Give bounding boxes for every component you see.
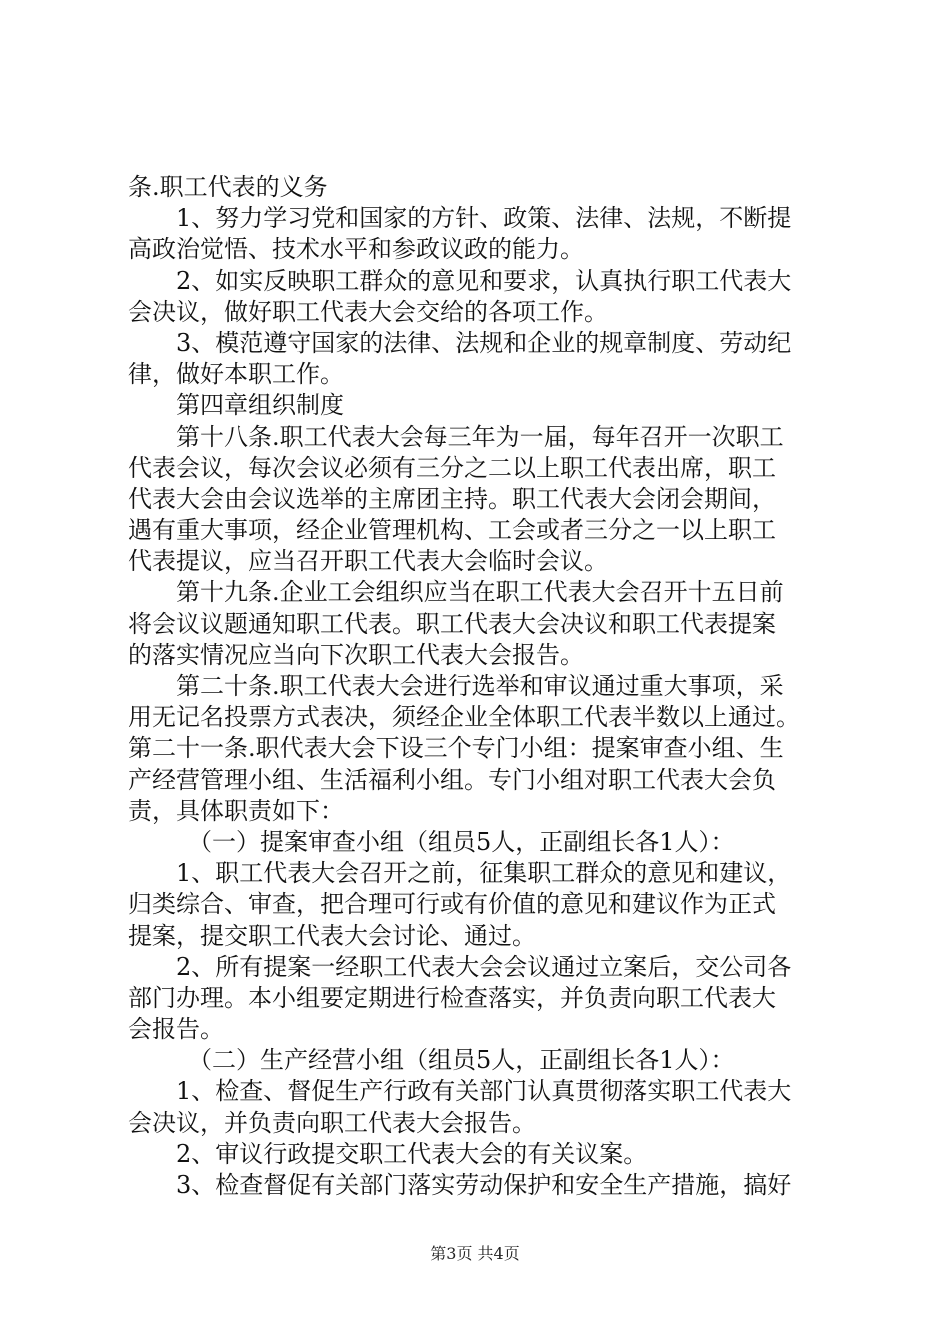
text-line: 会决议，做好职工代表大会交给的各项工作。 (128, 297, 608, 326)
text-line: 产经营管理小组、生活福利小组。专门小组对职工代表大会负 (128, 765, 776, 794)
text-line: 第二十一条.职代表大会下设三个专门小组：提案审查小组、生 (128, 734, 784, 763)
text-line: 提案，提交职工代表大会讨论、通过。 (128, 921, 536, 950)
text-line: 2、所有提案一经职工代表大会会议通过立案后，交公司各 (176, 952, 792, 981)
text-line: 1、努力学习党和国家的方针、政策、法律、法规，不断提 (176, 204, 792, 233)
text-line: 3、模范遵守国家的法律、法规和企业的规章制度、劳动纪 (176, 328, 792, 357)
text-line: 2、审议行政提交职工代表大会的有关议案。 (176, 1139, 648, 1168)
text-line: 第二十条.职工代表大会进行选举和审议通过重大事项，采 (176, 672, 784, 700)
text-line: 归类综合、审查，把合理可行或有价值的意见和建议作为正式 (128, 890, 776, 919)
text-line: 部门办理。本小组要定期进行检查落实，并负责向职工代表大 (128, 983, 776, 1012)
text-line: 3、检查督促有关部门落实劳动保护和安全生产措施，搞好 (176, 1171, 792, 1199)
text-line: 将会议议题通知职工代表。职工代表大会决议和职工代表提案 (128, 609, 776, 638)
section-heading: （二）生产经营小组（组员5人，正副组长各1人）： (188, 1046, 735, 1075)
document-body (128, 172, 832, 1201)
text-line: 律，做好本职工作。 (128, 360, 344, 389)
text-line: 代表会议，每次会议必须有三分之二以上职工代表出席，职工 (128, 453, 776, 482)
text-line: 遇有重大事项，经企业管理机构、工会或者三分之一以上职工 (128, 516, 776, 545)
text-line: 条.职工代表的义务 (128, 173, 328, 201)
section-heading: （一）提案审查小组（组员5人，正副组长各1人）： (188, 827, 735, 856)
text-line: 会决议，并负责向职工代表大会报告。 (128, 1108, 536, 1137)
text-line: 2、如实反映职工群众的意见和要求，认真执行职工代表大 (176, 266, 792, 295)
text-line: 1、职工代表大会召开之前，征集职工群众的意见和建议， (176, 859, 792, 888)
text-line: 第十八条.职工代表大会每三年为一届，每年召开一次职工 (176, 422, 784, 451)
chapter-heading: 第四章组织制度 (176, 391, 344, 420)
text-line: 用无记名投票方式表决，须经企业全体职工代表半数以上通过。 (128, 703, 800, 732)
page-number-footer: 第3页 共4页 (430, 1244, 520, 1263)
text-line: 的落实情况应当向下次职工代表大会报告。 (128, 640, 584, 669)
text-line: 会报告。 (128, 1015, 224, 1044)
text-line: 代表大会由会议选举的主席团主持。职工代表大会闭会期间， (128, 484, 776, 513)
text-line: 责，具体职责如下： (128, 796, 344, 825)
text-line: 1、检查、督促生产行政有关部门认真贯彻落实职工代表大 (176, 1077, 792, 1106)
text-line: 高政治觉悟、技术水平和参政议政的能力。 (128, 235, 584, 264)
text-line: 代表提议，应当召开职工代表大会临时会议。 (128, 547, 608, 576)
text-line: 第十九条.企业工会组织应当在职工代表大会召开十五日前 (176, 578, 784, 607)
